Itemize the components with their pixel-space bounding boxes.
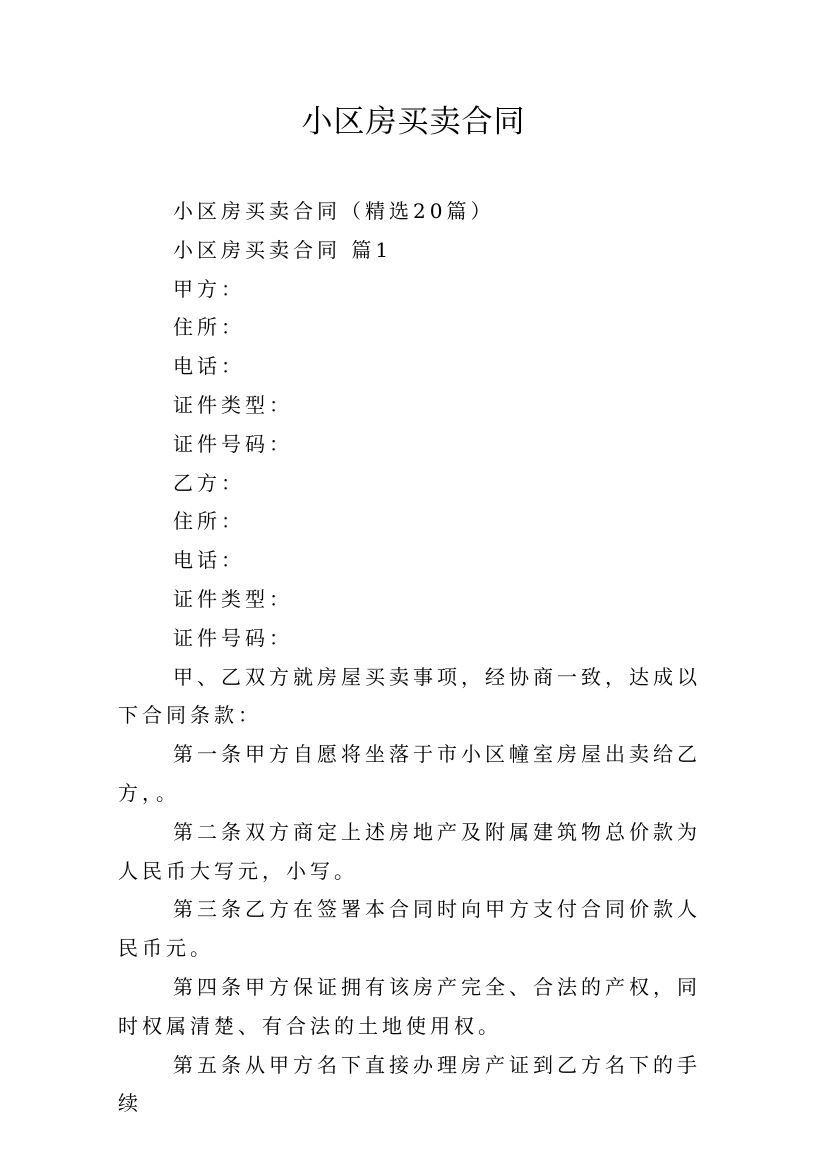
party-b-id-type-label: 证件类型： [173,586,293,611]
party-a-label: 甲方： [173,276,245,301]
subtitle-line: 小区房买卖合同（精选20篇） [173,199,495,223]
party-b-phone-label: 电话： [173,548,245,573]
document-title: 小区房买卖合同 [301,104,526,140]
article-3-paragraph: 第三条乙方在签署本合同时向甲方支付合同价款人民币元。 [118,897,701,961]
party-b-label: 乙方： [173,470,245,495]
document-body [118,192,708,1123]
article-4-paragraph: 第四条甲方保证拥有该房产完全、合法的产权，同时权属清楚、有合法的土地使用权。 [118,974,701,1038]
party-b-address-label: 住所： [173,509,245,534]
party-a-id-number-label: 证件号码： [173,431,293,456]
contract-intro-paragraph: 甲、乙双方就房屋买卖事项，经协商一致，达成以下合同条款： [118,664,701,728]
party-a-id-type-label: 证件类型： [173,392,293,417]
party-b-id-number-label: 证件号码： [173,625,293,650]
party-a-address-label: 住所： [173,315,245,340]
section-heading: 小区房买卖合同 篇1 [173,237,393,262]
article-1-paragraph: 第一条甲方自愿将坐落于市小区幢室房屋出卖给乙方，。 [118,742,701,805]
party-a-phone-label: 电话： [173,354,245,379]
article-2-paragraph: 第二条双方商定上述房地产及附属建筑物总价款为人民币大写元，小写。 [118,819,701,883]
article-5-paragraph: 第五条从甲方名下直接办理房产证到乙方名下的手续 [118,1052,701,1116]
